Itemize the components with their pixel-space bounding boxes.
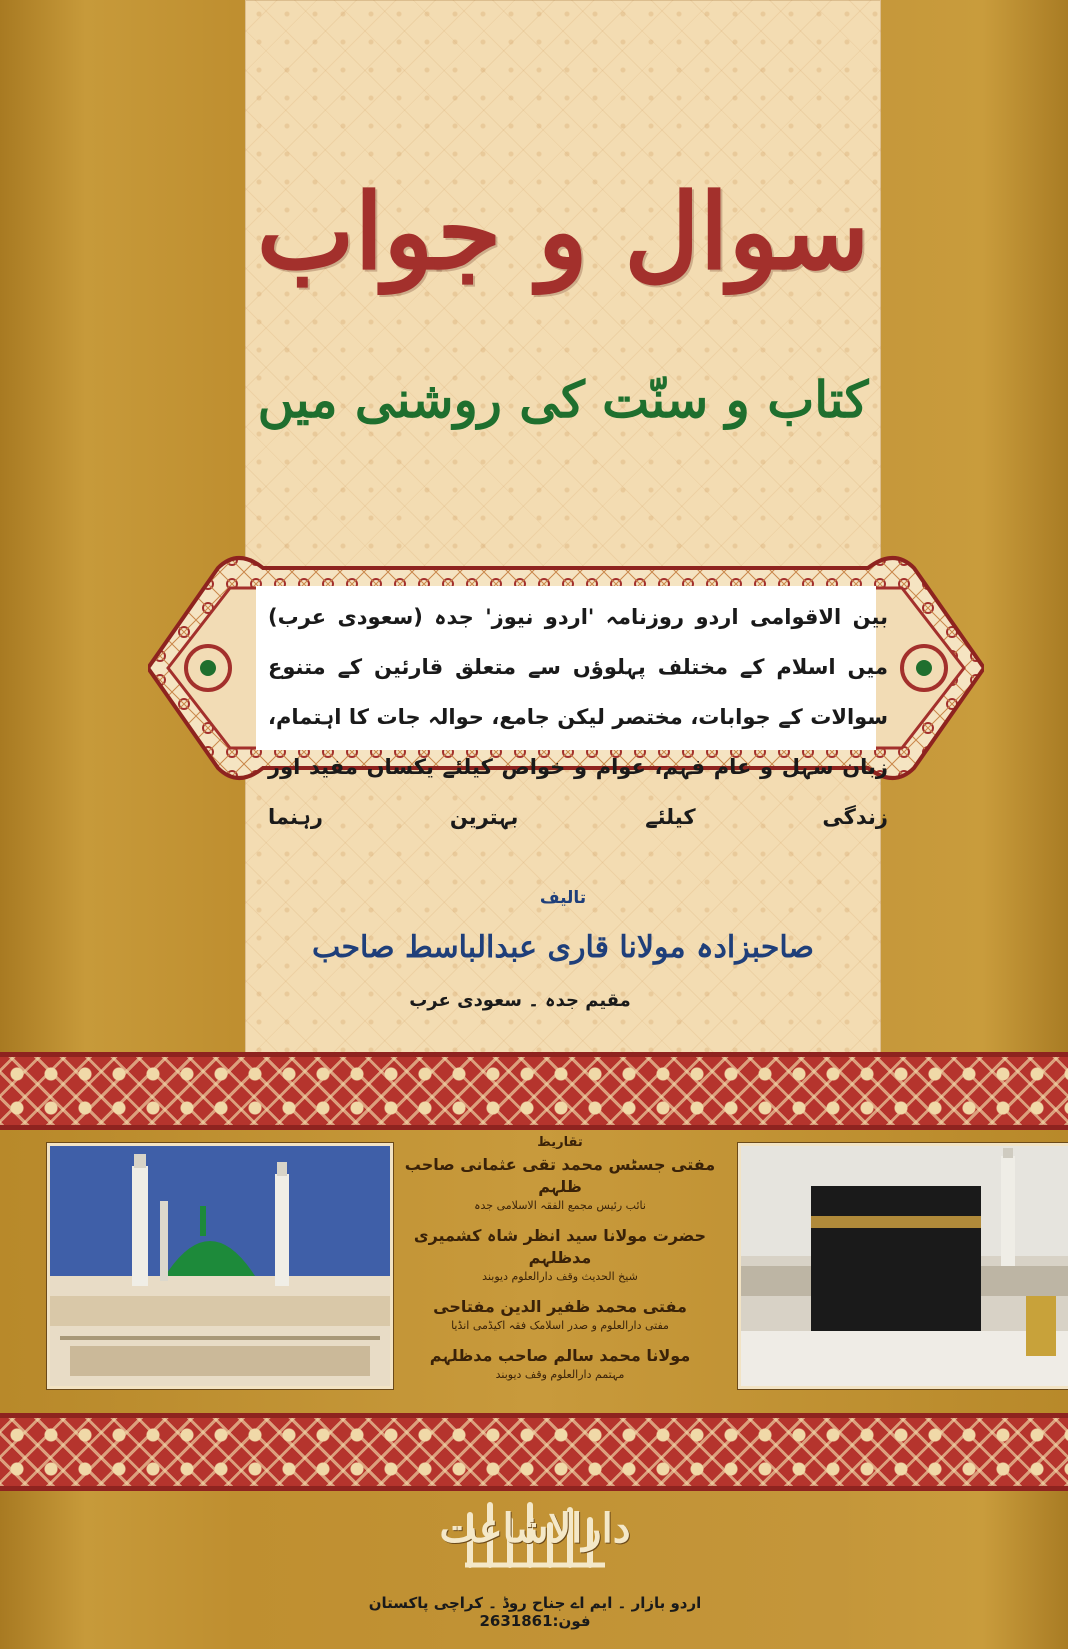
author-name: صاحبزادہ مولانا قاری عبدالباسط صاحب <box>311 930 815 965</box>
publisher-address: اردو بازار ۔ ایم اے جناح روڈ ۔ کراچی پاکستان فون:2631861 <box>368 1594 702 1630</box>
endorser-name: مفتی محمد ظفیر الدین مفتاحی <box>433 1297 687 1316</box>
book-title: سوال و جواب <box>256 170 870 293</box>
ornamental-band-bottom <box>0 1413 1068 1491</box>
description-ribbon <box>148 548 984 829</box>
endorsements <box>400 1135 720 1405</box>
endorser-title: شیخ الحدیث وقف دارالعلوم دیوبند <box>482 1270 638 1283</box>
description-text: بین الاقوامی اردو روزنامہ 'اردو نیوز' جدہ (سعودی عرب) میں اسلام کے مختلف پہلوؤں سے متعلق قارئین کے متنوع سوالات کے جوابات، مختصر لیکن جامع، حوالہ جات کا اہتمام، زبان سہل و عام فہم، عوام و خواص کیلئے یکساں مفید اور زندگی کیلئے بہترین رہنما <box>268 605 888 829</box>
ornamental-band-top <box>0 1052 1068 1130</box>
endorser-title: نائب رئیس مجمع الفقہ الاسلامی جدہ <box>474 1199 646 1212</box>
endorser-name: حضرت مولانا سید انظر شاہ کشمیری مدظلہم <box>413 1226 707 1267</box>
endorser-name: مفتی جسٹس محمد تقی عثمانی صاحب ظلہم <box>404 1155 716 1196</box>
publisher-name: دارالاشاعت <box>439 1505 631 1552</box>
kaaba-image <box>738 1143 1068 1389</box>
madinah-mosque-image <box>47 1143 393 1389</box>
endorser-name: مولانا محمد سالم صاحب مدظلہم <box>429 1346 691 1365</box>
book-subtitle: کتاب و سنّت کی روشنی میں <box>257 370 869 429</box>
endorsements-heading: تقاریظ <box>537 1135 583 1150</box>
author-location: مقیم جدہ ۔ سعودی عرب <box>409 990 631 1011</box>
author-label: تالیف <box>539 888 587 908</box>
endorser-title: مفتی دارالعلوم و صدر اسلامک فقہ اکیڈمی انڈیا <box>451 1319 669 1332</box>
endorser-title: مہتمم دارالعلوم وقف دیوبند <box>495 1368 625 1381</box>
